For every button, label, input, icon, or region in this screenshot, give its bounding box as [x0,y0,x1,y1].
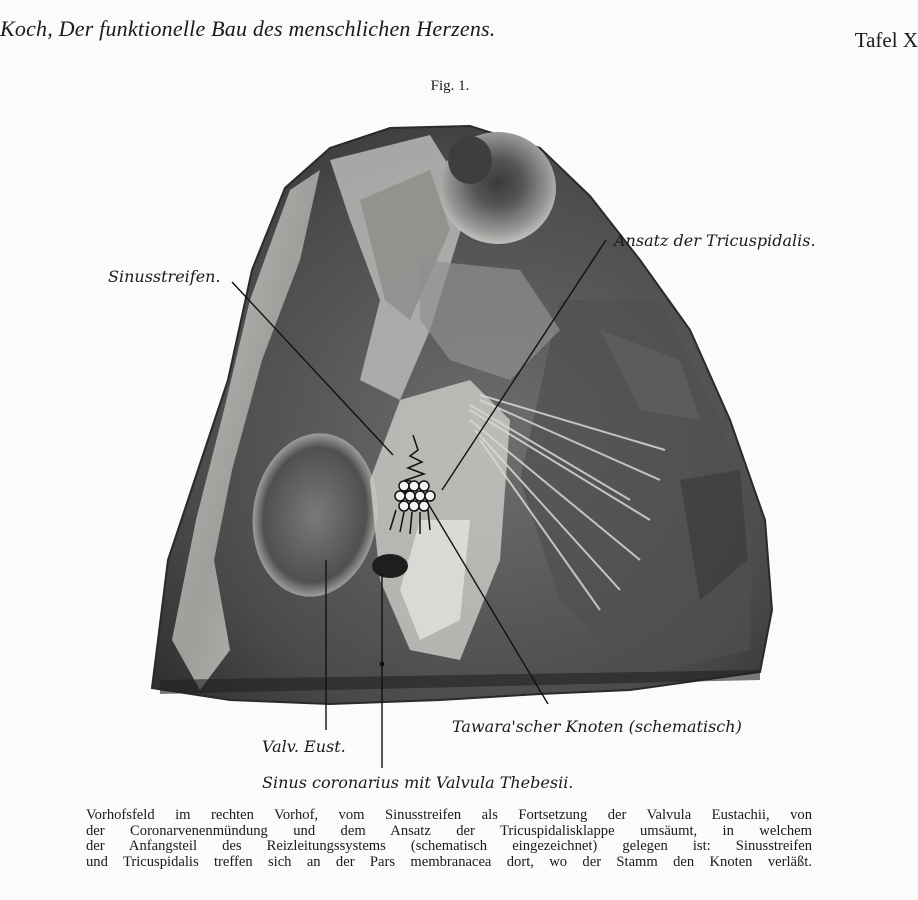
caption-line: Vorhofsfeld im rechten Vorhof, vom Sinusstreifen als Fortsetzung der Valvula Eustachii, von [86,807,812,823]
caption-line: der Anfangsteil des Reizleitungssystems (schematisch eingezeichnet) gelegen ist: Sinusstreifen [86,838,812,855]
label-sinus-coronarius: Sinus coronarius mit Valvula Thebesii. [262,773,574,792]
label-sinusstreifen: Sinusstreifen. [108,267,221,286]
caption-line: der Coronarvenenmündung und dem Ansatz der Tricuspidalisklappe umsäumt, in welchem [86,822,812,839]
figure-caption [86,808,812,870]
plate-label: Tafel X [854,28,918,52]
running-title: Koch, Der funktionelle Bau des menschlichen Herzens. [0,16,496,41]
figure-title: Fig. 1. [430,78,470,94]
label-tawara-knoten: Tawara'scher Knoten (schematisch) [452,717,742,736]
sinus-coronarius-orifice [372,554,408,578]
label-valv-eust: Valv. Eust. [262,737,346,756]
caption-line: und Tricuspidalis treffen sich an der Pars membranacea dort, wo der Stamm den Knoten verläßt. [86,853,812,870]
label-ansatz-tricuspidalis: Ansatz der Tricuspidalis. [614,231,816,250]
